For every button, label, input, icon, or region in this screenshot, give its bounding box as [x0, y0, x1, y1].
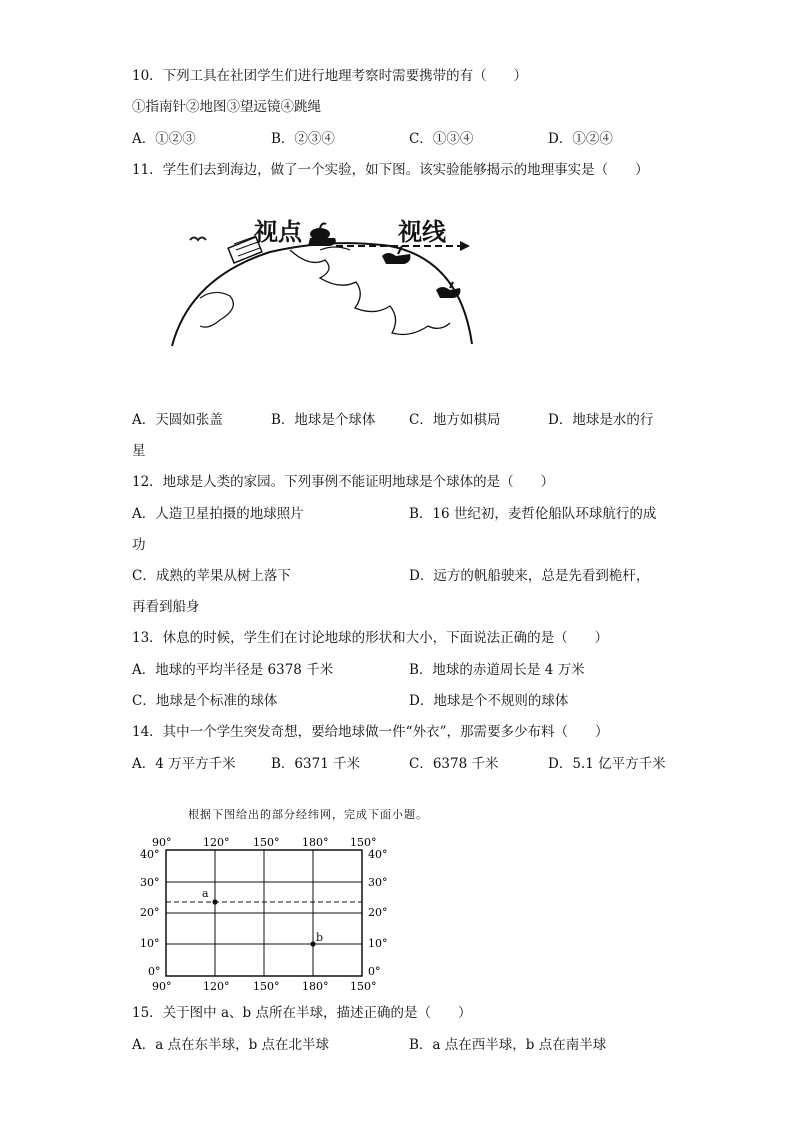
q10-stem: 10．下列工具在社团学生们进行地理考察时需要携带的有（ ） [132, 68, 528, 84]
q10-option-a: A．①②③ [132, 131, 196, 147]
point-a-label: a [202, 887, 209, 900]
q14-option-d: D．5.1 亿平方千米 [548, 756, 666, 772]
q11-stem: 11．学生们去到海边，做了一个实验，如下图。该实验能够揭示的地理事实是（ ） [132, 162, 649, 178]
top-label: 90° [152, 836, 172, 849]
left-label: 30° [140, 876, 160, 889]
right-label: 20° [368, 906, 388, 919]
q11-option-c: C．地方如棋局 [409, 412, 501, 428]
bottom-label: 150° [253, 980, 280, 990]
q13-option-c: C．地球是个标准的球体 [132, 693, 278, 709]
distant-ship-icon [382, 246, 410, 264]
q12-option-a: A．人造卫星拍摄的地球照片 [132, 506, 304, 522]
q10-sub: ①指南针②地图③望远镜④跳绳 [132, 99, 321, 115]
q12-option-d-cont: 再看到船身 [132, 599, 200, 615]
left-label: 10° [140, 937, 160, 950]
earth-curvature-figure [160, 198, 490, 358]
top-label: 150° [253, 836, 280, 849]
q12-option-b-cont: 功 [132, 537, 146, 553]
distant-figure-icon [436, 282, 460, 298]
graticule-figure [130, 830, 400, 990]
q12-option-b: B．16 世纪初，麦哲伦船队环球航行的成 [409, 506, 657, 522]
q15-option-a: A．a 点在东半球，b 点在北半球 [132, 1037, 330, 1053]
q13-option-d: D．地球是个不规则的球体 [409, 693, 569, 709]
q13-option-a: A．地球的平均半径是 6378 千米 [132, 662, 334, 678]
bottom-label: 120° [203, 980, 230, 990]
grid-caption: 根据下图给出的部分经纬网，完成下面小题。 [188, 808, 428, 821]
q13-option-b: B．地球的赤道周长是 4 万米 [409, 662, 585, 678]
q14-option-b: B．6371 千米 [271, 756, 361, 772]
q12-option-c: C．成熟的苹果从树上落下 [132, 568, 291, 584]
q11-option-b: B．地球是个球体 [271, 412, 376, 428]
sightline-label: 视线 [398, 217, 446, 246]
globe-outline [172, 243, 472, 346]
q10-option-b: B．②③④ [271, 131, 335, 147]
point-b-label: b [316, 931, 324, 944]
left-label: 20° [140, 906, 160, 919]
q14-option-a: A．4 万平方千米 [132, 756, 236, 772]
bottom-label: 90° [152, 980, 172, 990]
left-label: 0° [148, 965, 161, 978]
q11-option-a: A．天圆如张盖 [132, 412, 223, 428]
left-label: 40° [140, 848, 160, 861]
bird-icon [190, 238, 206, 241]
bottom-label: 150° [350, 980, 377, 990]
right-label: 10° [368, 937, 388, 950]
right-label: 0° [368, 965, 381, 978]
q14-option-c: C．6378 千米 [409, 756, 499, 772]
continent-lines [290, 250, 450, 334]
viewpoint-label: 视点 [254, 217, 302, 246]
point-a [212, 899, 217, 904]
observer-icon [308, 224, 336, 247]
q11-option-d-cont: 星 [132, 443, 146, 459]
q10-option-c: C．①③④ [409, 131, 474, 147]
right-label: 40° [368, 848, 388, 861]
q11-option-d: D．地球是水的行 [548, 412, 654, 428]
top-label: 150° [350, 836, 377, 849]
q12-option-d: D．远方的帆船驶来，总是先看到桅杆， [409, 568, 650, 584]
q15-option-b: B．a 点在西半球，b 点在南半球 [409, 1037, 607, 1053]
right-label: 30° [368, 876, 388, 889]
top-label: 180° [302, 836, 329, 849]
point-b [310, 941, 315, 946]
q13-stem: 13．休息的时候，学生们在讨论地球的形状和大小，下面说法正确的是（ ） [132, 630, 609, 646]
q14-stem: 14．其中一个学生突发奇想，要给地球做一件“外衣”，那需要多少布料（ ） [132, 724, 609, 740]
q15-stem: 15．关于图中 a、b 点所在半球，描述正确的是（ ） [132, 1005, 472, 1021]
q10-option-d: D．①②④ [548, 131, 613, 147]
bottom-label: 180° [302, 980, 329, 990]
top-label: 120° [203, 836, 230, 849]
q12-stem: 12．地球是人类的家园。下列事例不能证明地球是个球体的是（ ） [132, 474, 555, 490]
